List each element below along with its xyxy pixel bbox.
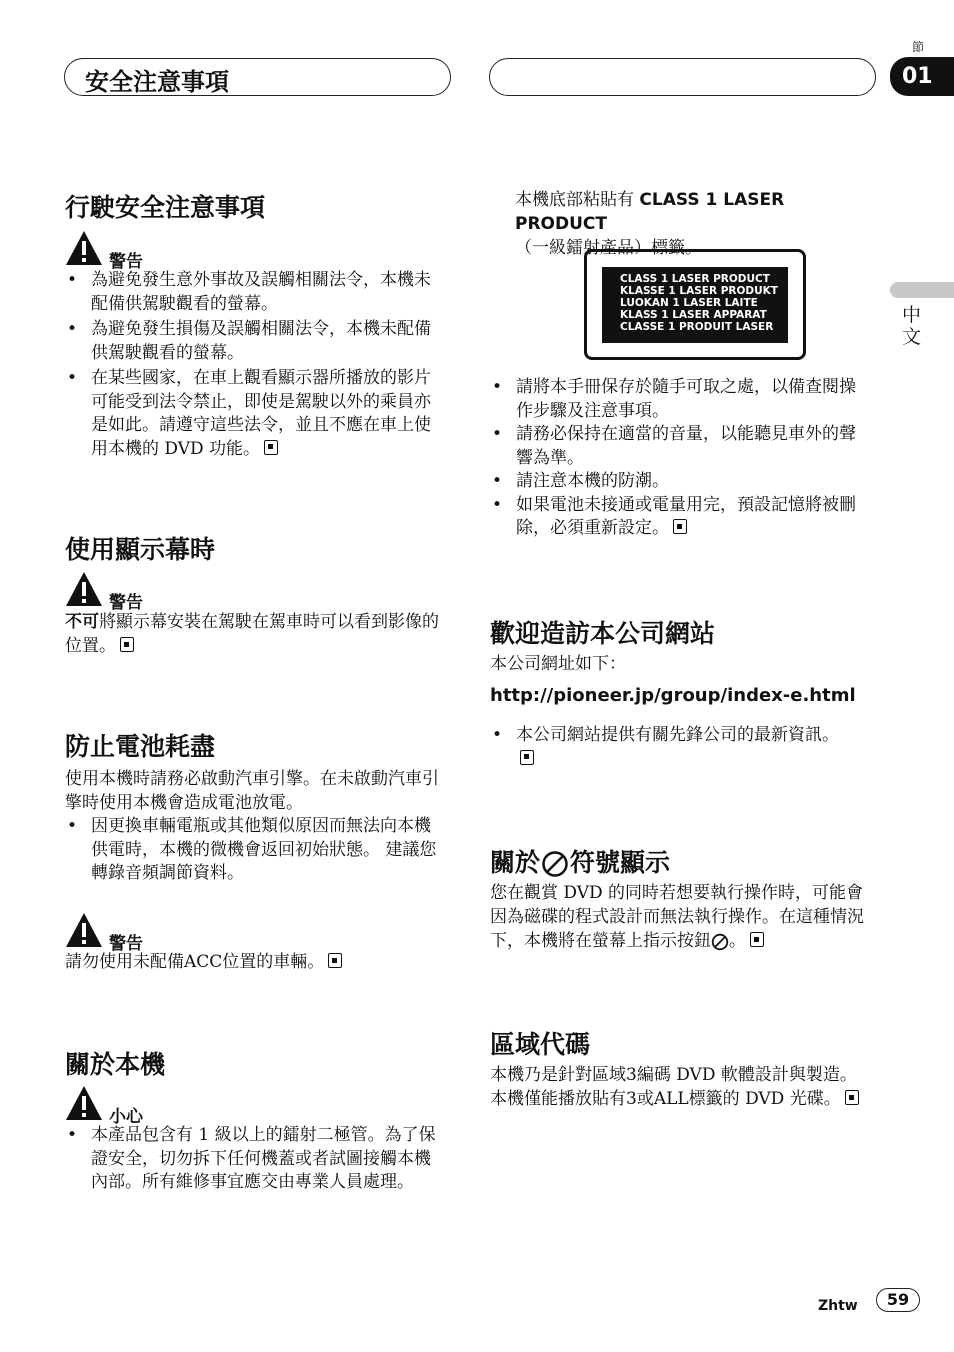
list-item: • 為避免發生損傷及誤觸相關法令，本機未配備供駕駛觀看的螢幕。 xyxy=(65,318,437,365)
chapter-number: 01 xyxy=(890,57,954,96)
page-number: 59 xyxy=(876,1288,920,1312)
laser-label-line: LUOKAN 1 LASER LAITE xyxy=(620,297,758,309)
list-item: • 本產品包含有 1 級以上的鐳射二極管。為了保證安全，切勿拆下任何機蓋或者試圖接觸本機內部。所有維修事宜應交由專業人員處理。 xyxy=(65,1124,441,1195)
laser-product-label xyxy=(584,249,806,360)
section-heading-display: 使用顯示幕時 xyxy=(65,535,216,564)
end-mark-icon xyxy=(264,440,278,455)
symbol-text: 您在觀賞 DVD 的同時若想要執行操作時，可能會因為磁碟的程式設計而無法執行操作。在這種情況下，本機將在螢幕上指示按鈕 。 xyxy=(490,883,864,951)
website-intro: 本公司網址如下： xyxy=(490,654,626,674)
laser-bullet-list xyxy=(490,376,864,541)
warning-triangle-icon xyxy=(65,571,103,607)
battery-text: 使用本機時請務必啟動汽車引擎。在未啟動汽車引擎時使用本機會造成電池放電。 xyxy=(65,769,439,813)
section-heading-website: 歡迎造訪本公司網站 xyxy=(490,619,716,648)
list-item: • 為避免發生意外事故及誤觸相關法令，本機未配備供駕駛觀看的螢幕。 xyxy=(65,269,437,316)
website-url-link[interactable]: http://pioneer.jp/group/index-e.html xyxy=(490,685,856,706)
list-item: • 在某些國家，在車上觀看顯示器所播放的影片可能受到法令禁止，即使是駕駛以外的乘員亦是如此。請遵守這些法令，並且不應在車上使用本機的 DVD 功能。 xyxy=(65,367,437,461)
end-mark-icon xyxy=(845,1090,859,1105)
prohibited-icon xyxy=(541,850,569,878)
region-text: 本機乃是針對區域3編碼 DVD 軟體設計與製造。本機僅能播放貼有3或ALL標籤的 DVD 光碟。 xyxy=(490,1065,857,1109)
laser-product-label-plate xyxy=(602,267,788,343)
list-item: • 本公司網站提供有關先鋒公司的最新資訊。 xyxy=(490,724,850,771)
website-bullet-list xyxy=(490,724,850,771)
driving-bullet-list xyxy=(65,269,437,461)
language-tab-label: 中文 xyxy=(902,304,922,348)
page-title: 安全注意事項 xyxy=(85,68,229,96)
section-heading-driving: 行駛安全注意事項 xyxy=(65,193,266,222)
chapter-label: 節 xyxy=(912,40,925,54)
laser-label-line: KLASS 1 LASER APPARAT xyxy=(620,309,767,321)
warning-triangle-icon xyxy=(65,230,103,266)
battery-bullet-list xyxy=(65,815,441,886)
list-item: • 請務必保持在適當的音量，以能聽見車外的聲響為準。 xyxy=(490,423,864,470)
end-mark-icon xyxy=(750,932,764,947)
display-warning-text: 不可將顯示幕安裝在駕駛在駕車時可以看到影像的位置。 xyxy=(65,612,439,656)
laser-label-line: CLASS 1 LASER PRODUCT xyxy=(620,273,770,285)
prohibited-icon xyxy=(711,933,729,951)
caution-triangle-icon xyxy=(65,1085,103,1121)
section-heading-symbol: 關於 符號顯示 xyxy=(490,848,671,877)
warning-label-text: 警告 xyxy=(109,252,143,272)
battery-warning-text: 請勿使用未配備ACC位置的車輛。 xyxy=(65,950,450,974)
end-mark-icon xyxy=(673,519,687,534)
laser-label-line: KLASSE 1 LASER PRODUKT xyxy=(620,285,778,297)
list-item: • 請將本手冊保存於隨手可取之處，以備查閱操作步驟及注意事項。 xyxy=(490,376,864,423)
warning-label-text: 警告 xyxy=(109,593,143,613)
section-heading-region: 區域代碼 xyxy=(490,1030,591,1059)
footer-language: Zhtw xyxy=(818,1298,858,1314)
warning-label-text: 警告 xyxy=(109,934,143,954)
end-mark-icon xyxy=(120,637,134,652)
header-blank-pill xyxy=(489,58,876,96)
section-heading-about: 關於本機 xyxy=(65,1050,166,1079)
end-mark-icon xyxy=(520,750,534,765)
header-title-pill xyxy=(64,58,451,96)
language-tab xyxy=(890,282,954,298)
laser-text: 本機底部粘貼有 CLASS 1 LASER PRODUCT （一級鐳射產品）標籤。 xyxy=(515,190,785,258)
list-item: • 因更換車輛電瓶或其他類似原因而無法向本機供電時，本機的微機會返回初始狀態。 建議您轉錄音頻調節資料。 xyxy=(65,815,441,886)
caution-label-text: 小心 xyxy=(109,1107,143,1127)
end-mark-icon xyxy=(328,953,342,968)
about-bullet-list xyxy=(65,1124,441,1195)
section-heading-battery: 防止電池耗盡 xyxy=(65,732,216,761)
list-item: • 如果電池未接通或電量用完，預設記憶將被刪除，必須重新設定。 xyxy=(490,494,864,541)
list-item: • 請注意本機的防潮。 xyxy=(490,470,864,494)
laser-label-line: CLASSE 1 PRODUIT LASER xyxy=(620,321,774,333)
warning-triangle-icon xyxy=(65,912,103,948)
